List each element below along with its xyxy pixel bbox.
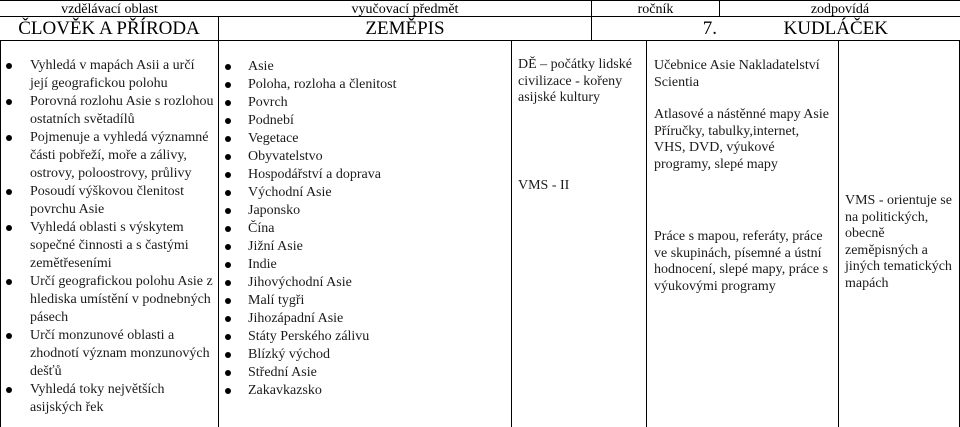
header-subject-value: ZEMĚPIS <box>219 17 592 40</box>
topic-item: Jižní Asie <box>248 238 507 256</box>
topic-item: Poloha, rozloha a členitost <box>248 76 507 94</box>
topic-item: Jihovýchodní Asie <box>248 274 507 292</box>
output-item: Určí monzunové oblasti a zhodnotí význam monzunových dešťů <box>30 327 214 381</box>
topic-item: Vegetace <box>248 130 507 148</box>
topic-item: Podnebí <box>248 112 507 130</box>
topic-item: Blízký východ <box>248 346 507 364</box>
topic-item: Povrch <box>248 94 507 112</box>
header-row-labels <box>0 0 960 17</box>
cross-subject-link: DĚ – počátky lidské civilizace - kořeny asijské kultury <box>518 57 632 105</box>
resources-column <box>647 41 839 427</box>
topic-item: Indie <box>248 256 507 274</box>
topic-item: Státy Perského zálivu <box>248 328 507 346</box>
topics-column <box>219 41 512 427</box>
output-item: Určí geografickou polohu Asie z hlediska umístění v podnebných pásech <box>30 274 213 325</box>
cross-links-column <box>512 41 647 427</box>
header-teacher-value: KUDLÁČEK <box>783 18 888 39</box>
topic-item: Východní Asie <box>248 184 507 202</box>
output-item: Vyhledá v mapách Asii a určí její geografickou polohu <box>30 57 214 93</box>
textbook-info: Učebnice Asie Nakladatelství Scientia <box>654 58 820 90</box>
output-item: Vyhledá toky největších asijských řek <box>30 381 214 417</box>
topic-item: Střední Asie <box>248 364 507 382</box>
topic-item: Asie <box>248 58 507 76</box>
topic-item: Čína <box>248 220 507 238</box>
vms-link: VMS - II <box>518 177 570 193</box>
output-item: Vyhledá oblasti s výskytem sopečné činnosti a s častými zemětřeseními <box>30 219 214 273</box>
topic-item: Japonsko <box>248 202 507 220</box>
topic-item: Hospodářství a doprava <box>248 166 507 184</box>
topic-item: Jihozápadní Asie <box>248 310 507 328</box>
header-label-area: vzdělávací oblast <box>61 2 158 16</box>
curriculum-table <box>0 41 960 427</box>
output-item: Porovná rozlohu Asie s rozlohou ostatních světadílů <box>30 94 214 127</box>
output-item: Pojmenuje a vyhledá významné části pobřeží, moře a zálivy, ostrovy, poloostrovy, průlivy <box>30 129 214 183</box>
topic-item: Malí tygři <box>248 292 507 310</box>
header-label-grade: ročník <box>592 1 720 16</box>
topic-item: Zakavkazsko <box>248 382 507 400</box>
header-grade-value: 7. <box>702 18 717 39</box>
header-label-subject: vyučovací předmět <box>219 1 592 16</box>
outputs-column <box>0 41 219 427</box>
teaching-aids: Atlasové a nástěnné mapy Asie Příručky, tabulky,internet, VHS, DVD, výukové programy, slepé mapy <box>654 107 829 172</box>
header-label-responsible: zodpovídá <box>810 2 870 16</box>
notes-column <box>839 41 960 427</box>
notes-text: VMS - orientuje se na politických, obecně zeměpisných a jiných tematických mapách <box>845 193 952 291</box>
teaching-methods: Práce s mapou, referáty, práce ve skupinách, písemné a ústní hodnocení, slepé mapy, práce s výukovými programy <box>654 229 829 294</box>
output-item: Posoudí výškovou členitost povrchu Asie <box>30 183 214 219</box>
topic-item: Obyvatelstvo <box>248 148 507 166</box>
header-area-value: ČLOVĚK A PŘÍRODA <box>0 17 219 40</box>
header-row-values <box>0 17 960 41</box>
